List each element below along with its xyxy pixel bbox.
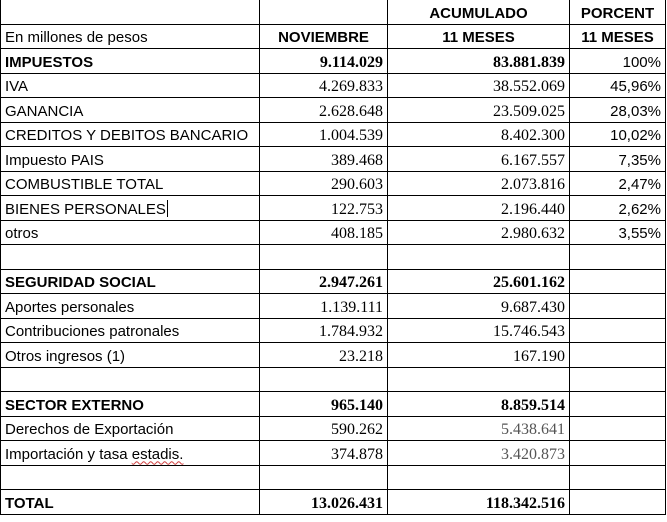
acumulado-value: 6.167.557 <box>388 147 570 172</box>
porcent-value <box>570 343 666 368</box>
header-noviembre: NOVIEMBRE <box>260 24 388 49</box>
acumulado-value: 5.438.641 <box>388 416 570 441</box>
row-label: BIENES PERSONALES <box>5 200 166 218</box>
section-title: IMPUESTOS <box>1 49 260 74</box>
table-row <box>1 441 666 466</box>
section-title-row <box>1 49 666 74</box>
acumulado-value: 167.190 <box>388 343 570 368</box>
acumulado-value: 8.402.300 <box>388 122 570 147</box>
table-row <box>1 196 666 221</box>
porcent-value: 28,03% <box>570 98 666 123</box>
acumulado-value: 2.980.632 <box>388 220 570 245</box>
header-porcent: PORCENT <box>570 0 666 24</box>
header-empty-cell <box>1 0 260 24</box>
row-label: Impuesto PAIS <box>1 147 260 172</box>
acumulado-value: 9.687.430 <box>388 294 570 319</box>
acumulado-value: 8.859.514 <box>388 392 570 417</box>
porcent-value: 100% <box>570 49 666 74</box>
header-row-1 <box>1 0 666 24</box>
porcent-value <box>570 392 666 417</box>
porcent-value: 3,55% <box>570 220 666 245</box>
table-row <box>1 343 666 368</box>
row-label: COMBUSTIBLE TOTAL <box>1 171 260 196</box>
total-acumulado: 118.342.516 <box>388 490 570 515</box>
noviembre-value: 23.218 <box>260 343 388 368</box>
table-row <box>1 122 666 147</box>
row-label: CREDITOS Y DEBITOS BANCARIO <box>1 122 260 147</box>
section-title-row <box>1 392 666 417</box>
table-row <box>1 73 666 98</box>
header-11-meses: 11 MESES <box>388 24 570 49</box>
porcent-value: 2,47% <box>570 171 666 196</box>
porcent-value <box>570 490 666 515</box>
acumulado-value: 2.073.816 <box>388 171 570 196</box>
section-title: SECTOR EXTERNO <box>1 392 260 417</box>
noviembre-value: 389.468 <box>260 147 388 172</box>
header-acumulado: ACUMULADO <box>388 0 570 24</box>
noviembre-value: 2.628.648 <box>260 98 388 123</box>
porcent-value <box>570 318 666 343</box>
noviembre-value: 408.185 <box>260 220 388 245</box>
table-row <box>1 294 666 319</box>
noviembre-value: 9.114.029 <box>260 49 388 74</box>
table-row <box>1 98 666 123</box>
acumulado-value: 25.601.162 <box>388 269 570 294</box>
noviembre-value: 2.947.261 <box>260 269 388 294</box>
total-row <box>1 490 666 515</box>
noviembre-value: 122.753 <box>260 196 388 221</box>
acumulado-value: 15.746.543 <box>388 318 570 343</box>
porcent-value: 7,35% <box>570 147 666 172</box>
row-label-cell <box>1 441 260 466</box>
row-label: IVA <box>1 73 260 98</box>
acumulado-value: 83.881.839 <box>388 49 570 74</box>
header-11-meses-pct: 11 MESES <box>570 24 666 49</box>
noviembre-value: 374.878 <box>260 441 388 466</box>
spacer-row <box>1 367 666 392</box>
row-label-cell[interactable] <box>1 196 260 221</box>
noviembre-value: 1.004.539 <box>260 122 388 147</box>
row-label: Otros ingresos (1) <box>1 343 260 368</box>
row-label: Importación y tasa <box>5 445 132 463</box>
acumulado-value: 3.420.873 <box>388 441 570 466</box>
spacer-row <box>1 245 666 270</box>
header-empty-cell <box>260 0 388 24</box>
section-title-row <box>1 269 666 294</box>
total-label: TOTAL <box>1 490 260 515</box>
row-label: GANANCIA <box>1 98 260 123</box>
units-label: En millones de pesos <box>1 24 260 49</box>
porcent-value: 45,96% <box>570 73 666 98</box>
table-row <box>1 318 666 343</box>
table-row <box>1 220 666 245</box>
noviembre-value: 965.140 <box>260 392 388 417</box>
porcent-value <box>570 441 666 466</box>
noviembre-value: 290.603 <box>260 171 388 196</box>
header-row-2 <box>1 24 666 49</box>
row-label: Contribuciones patronales <box>1 318 260 343</box>
noviembre-value: 590.262 <box>260 416 388 441</box>
porcent-value <box>570 269 666 294</box>
table-row <box>1 147 666 172</box>
porcent-value: 2,62% <box>570 196 666 221</box>
acumulado-value: 2.196.440 <box>388 196 570 221</box>
table-row <box>1 171 666 196</box>
noviembre-value: 1.139.111 <box>260 294 388 319</box>
porcent-value <box>570 416 666 441</box>
noviembre-value: 4.269.833 <box>260 73 388 98</box>
total-noviembre: 13.026.431 <box>260 490 388 515</box>
porcent-value: 10,02% <box>570 122 666 147</box>
row-label: Derechos de Exportación <box>1 416 260 441</box>
acumulado-value: 38.552.069 <box>388 73 570 98</box>
table-row <box>1 416 666 441</box>
spellcheck-flagged-word[interactable]: estadis. <box>131 445 184 463</box>
row-label: otros <box>1 220 260 245</box>
porcent-value <box>570 294 666 319</box>
text-cursor <box>167 200 168 217</box>
row-label: Aportes personales <box>1 294 260 319</box>
noviembre-value: 1.784.932 <box>260 318 388 343</box>
acumulado-value: 23.509.025 <box>388 98 570 123</box>
spacer-row <box>1 465 666 490</box>
section-title: SEGURIDAD SOCIAL <box>1 269 260 294</box>
